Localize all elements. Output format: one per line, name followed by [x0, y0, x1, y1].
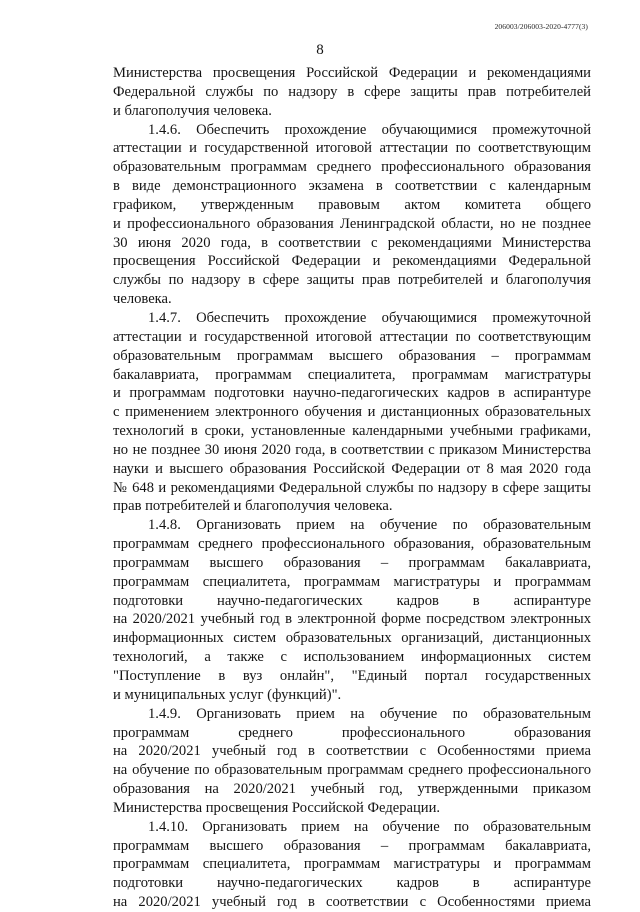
text-line: технологий, а также с использованием информационных систем: [113, 649, 591, 666]
text-line: программам среднего профессионального образования: [113, 724, 591, 741]
text-line: образовательным программам высшего образования – программам: [113, 347, 591, 364]
text-line: Федеральной службы по надзору в сфере защиты прав потребителей: [113, 83, 591, 100]
text-line: информационных систем образовательных организаций, дистанционных: [113, 630, 591, 647]
text-line: 1.4.7. Обеспечить прохождение обучающимися промежуточной: [148, 309, 591, 326]
text-line: 1.4.6. Обеспечить прохождение обучающимися промежуточной: [148, 121, 591, 138]
text-line: прав потребителей и благополучия человека.: [113, 498, 393, 515]
text-line: на обучение по образовательным программам среднего профессионального: [113, 762, 591, 779]
text-line: № 648 и рекомендациями Федеральной службы по надзору в сфере защиты: [113, 479, 591, 496]
text-line: "Поступление в вуз онлайн", "Единый портал государственных: [113, 668, 591, 684]
document-id: 206003/206003-2020-4777(3): [494, 22, 588, 31]
text-line: и муниципальных услуг (функций)".: [113, 686, 342, 703]
text-line: графиком, утвержденным правовым актом комитета общего: [113, 196, 591, 213]
text-line: аттестации и государственной итоговой аттестации по соответствующим: [113, 328, 591, 345]
text-line: программам среднего профессионального образования, образовательным: [113, 536, 591, 553]
text-line: аттестации и государственной итоговой аттестации по соответствующим: [113, 140, 591, 157]
text-line: и программам подготовки научно-педагогических кадров в аспирантуре: [113, 385, 591, 402]
text-line: образовательным программам среднего профессионального образования: [113, 159, 591, 176]
text-line: Министерства просвещения Российской Федерации.: [113, 799, 441, 816]
text-line: в виде демонстрационного экзамена в соответствии с календарным: [113, 178, 591, 195]
text-line: и профессионального образования Ленинградской области, но не позднее: [113, 215, 591, 232]
text-line: программам специалитета, программам магистратуры и программам: [113, 573, 591, 590]
text-line: Министерства просвещения Российской Федерации и рекомендациями: [113, 65, 591, 81]
text-line: программам высшего образования – программам бакалавриата,: [113, 837, 591, 854]
text-line: 1.4.10. Организовать прием на обучение по образовательным: [148, 818, 591, 835]
document-body: [113, 64, 591, 912]
text-line: 1.4.9. Организовать прием на обучение по образовательным: [148, 705, 591, 722]
text-line: программам высшего образования – программам бакалавриата,: [113, 554, 591, 571]
text-line: с применением электронного обучения и дистанционных образовательных: [113, 404, 591, 421]
text-line: на 2020/2021 учебный год в соответствии с Особенностями приема: [113, 894, 591, 911]
text-line: подготовки научно-педагогических кадров в аспирантуре: [113, 592, 591, 609]
text-line: человека.: [113, 291, 172, 308]
text-line: 30 июня 2020 года, в соответствии с рекомендациями Министерства: [113, 234, 591, 251]
text-line: науки и высшего образования Российской Федерации от 8 мая 2020 года: [113, 460, 591, 477]
text-line: технологий в сроки, установленные календарными учебными графиками,: [113, 423, 591, 440]
text-line: на 2020/2021 учебный год в электронной форме посредством электронных: [113, 611, 591, 628]
text-line: и благополучия человека.: [113, 102, 272, 119]
text-line: службы по надзору в сфере защиты прав потребителей и благополучия: [113, 272, 591, 289]
text-line: программам специалитета, программам магистратуры и программам: [113, 856, 591, 873]
text-line: но не позднее 30 июня 2020 года, в соответствии с приказом Министерства: [113, 441, 591, 458]
text-line: подготовки научно-педагогических кадров в аспирантуре: [113, 875, 591, 892]
text-line: бакалавриата, программам специалитета, программам магистратуры: [113, 366, 591, 383]
text-line: образования на 2020/2021 учебный год, утвержденными приказом: [113, 781, 591, 798]
page-number: 8: [316, 42, 324, 58]
text-line: на 2020/2021 учебный год в соответствии с Особенностями приема: [113, 743, 591, 760]
text-line: 1.4.8. Организовать прием на обучение по образовательным: [148, 517, 591, 534]
text-line: просвещения Российской Федерации и рекомендациями Федеральной: [113, 253, 591, 270]
